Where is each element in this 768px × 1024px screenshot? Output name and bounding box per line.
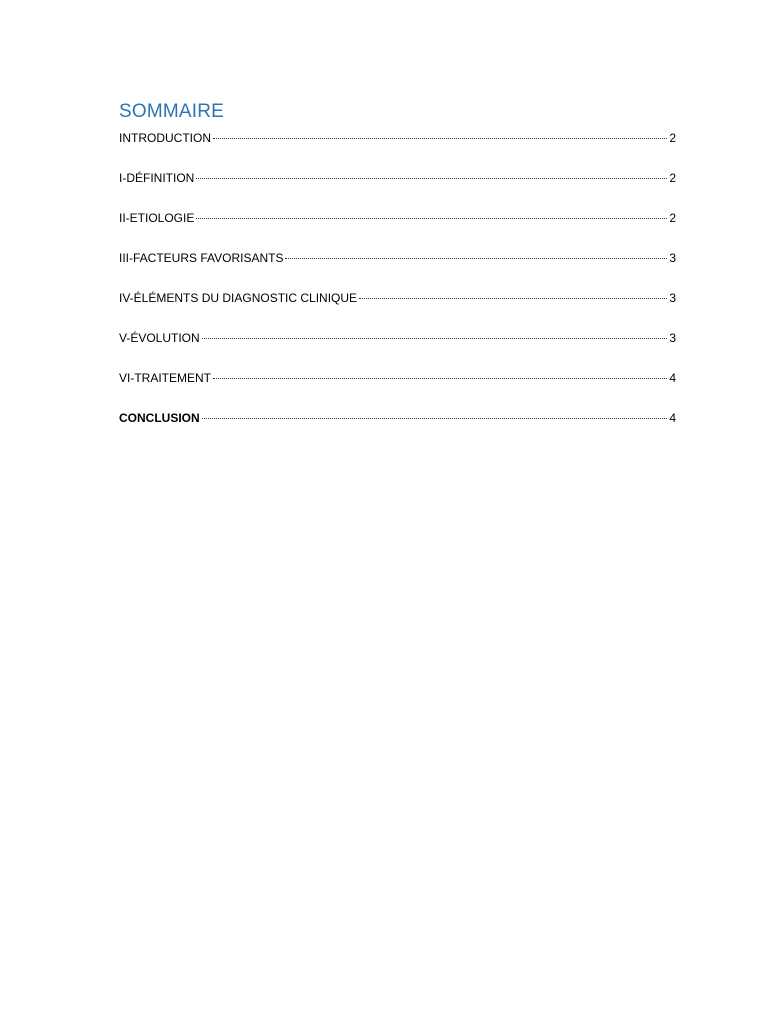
toc-title: SOMMAIRE xyxy=(119,101,225,122)
dot-leader xyxy=(202,417,668,419)
table-of-contents xyxy=(119,100,676,450)
toc-entry-label: II-ETIOLOGIE xyxy=(119,211,195,225)
toc-entry-introduction[interactable] xyxy=(119,130,676,170)
dot-leader xyxy=(213,137,667,139)
dot-leader xyxy=(196,177,667,179)
toc-list xyxy=(119,130,676,450)
toc-entry-label: IV-ÉLÉMENTS DU DIAGNOSTIC CLINIQUE xyxy=(119,291,358,305)
dot-leader xyxy=(202,337,668,339)
toc-entry-page-number: 3 xyxy=(669,331,676,345)
toc-entry-label: INTRODUCTION xyxy=(119,131,211,145)
toc-entry-label: V-ÉVOLUTION xyxy=(119,331,200,345)
toc-entry-page-number: 3 xyxy=(669,251,676,265)
toc-entry-label: VI-TRAITEMENT xyxy=(119,371,211,385)
toc-entry-label: CONCLUSION xyxy=(119,411,200,425)
toc-entry-conclusion[interactable] xyxy=(119,410,676,450)
dot-leader xyxy=(285,257,667,259)
toc-entry-label: I-DÉFINITION xyxy=(119,171,195,185)
toc-entry-facteurs-favorisants[interactable] xyxy=(119,250,676,290)
toc-entry-page-number: 2 xyxy=(669,131,676,145)
dot-leader xyxy=(359,297,667,299)
toc-entry-etiologie[interactable] xyxy=(119,210,676,250)
dot-leader xyxy=(196,217,667,219)
toc-entry-traitement[interactable] xyxy=(119,370,676,410)
toc-entry-evolution[interactable] xyxy=(119,330,676,370)
toc-entry-diagnostic-clinique[interactable] xyxy=(119,290,676,330)
dot-leader xyxy=(213,377,667,379)
toc-entry-page-number: 4 xyxy=(669,371,676,385)
toc-entry-page-number: 3 xyxy=(669,291,676,305)
toc-entry-label: III-FACTEURS FAVORISANTS xyxy=(119,251,284,265)
toc-entry-definition[interactable] xyxy=(119,170,676,210)
toc-entry-page-number: 2 xyxy=(669,211,676,225)
toc-entry-page-number: 4 xyxy=(669,411,676,425)
toc-entry-page-number: 2 xyxy=(669,171,676,185)
